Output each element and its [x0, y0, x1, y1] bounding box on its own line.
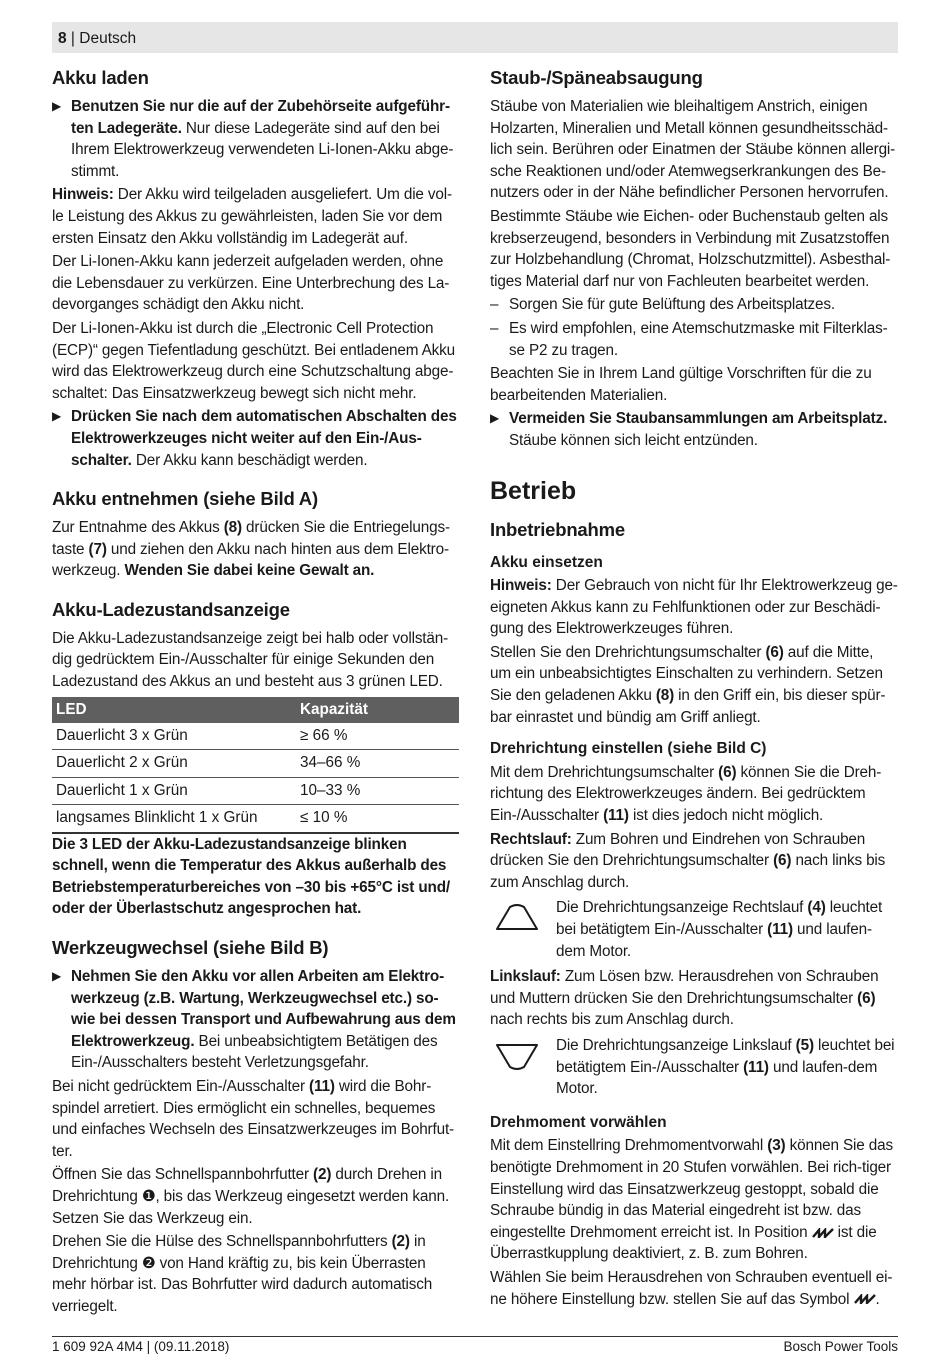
footer-divider [52, 1336, 898, 1337]
table-row: Dauerlicht 3 x Grün ≥ 66 % [52, 723, 459, 750]
hinweis-teilgeladen: Hinweis: Der Akku wird teilgeladen ausgeliefert. Um die vol-le Leistung des Akkus zu gewährleisten, laden Sie vor dem ersten Einsatz den Akku vollständig im Ladegerät auf. [52, 186, 452, 247]
paragraph-bohrspindel: Bei nicht gedrücktem Ein-/Ausschalter (11) wird die Bohr-spindel arretiert. Dies ermöglicht ein schnelles, bequemes und einfaches Wechseln des Einsatzwerkzeuges im Bohrfut-ter. [52, 1078, 454, 1160]
bullet-staubansammlungen: ▶ Vermeiden Sie Staubansammlungen am Arbeitsplatz. Stäube können sich leicht entzünden. [490, 408, 898, 451]
drill-mode-icon [854, 1294, 876, 1304]
list-item: – Es wird empfohlen, eine Atemschutzmaske mit Filterklas-se P2 zu tragen. [490, 318, 898, 361]
header-language: Deutsch [79, 30, 137, 47]
table-row: Dauerlicht 1 x Grün 10–33 % [52, 777, 459, 805]
paragraph-drehen: Drehen Sie die Hülse des Schnellspannbohrfutters (2) in Drehrichtung ❷ von Hand kräftig zu, bis kein Überrasten mehr hörbar ist. Das Bohrfutter wird dadurch automatisch verriegelt. [52, 1233, 433, 1315]
paragraph-ladezustand: Die Akku-Ladezustandsanzeige zeigt bei halb oder vollstän-dig gedrücktem Ein-/Ausschalter für einige Sekunden den Ladezustand des Akkus an und besteht aus 3 grünen LED. [52, 629, 449, 691]
subsection-title-drehmoment: Drehmoment vorwählen [490, 1113, 667, 1131]
hinweis-fremdakkus: Hinweis: Der Gebrauch von nicht für Ihr Elektrowerkzeug ge-eigneten Akkus kann zu Fehlfunktionen oder zur Beschädi-gung des Elektrowerkzeuges führen. [490, 577, 898, 638]
linkslauf-indicator-text: Die Drehrichtungsanzeige Linkslauf (5) leuchtet bei betätigtem Ein-/Ausschalter (11) und laufen-dem Motor. [556, 1036, 895, 1098]
subsection-title-drehrichtung: Drehrichtung einstellen (siehe Bild C) [490, 740, 767, 758]
paragraph-entnahme: Zur Entnahme des Akkus (8) drücken Sie die Entriegelungs-taste (7) und ziehen den Akku nach hinten aus dem Elektro-werkzeug. Wenden Sie dabei keine Gewalt an. [52, 519, 450, 580]
footer-brand: Bosch Power Tools [783, 1339, 898, 1354]
rechtslauf-indicator-text: Die Drehrichtungsanzeige Rechtslauf (4) leuchtet bei betätigtem Ein-/Ausschalter (11) und laufen-dem Motor. [556, 899, 883, 960]
header-separator: | [66, 30, 80, 47]
section-title-ladezustand: Akku-Ladezustandsanzeige [52, 598, 290, 620]
paragraph-krebserzeugend: Bestimmte Stäube wie Eichen- oder Buchenstaub gelten als krebserzeugend, besonders in Verbindung mit Zusatzstoffen zur Holzbehandlung (Chromat, Holzschutzmittel). Asbesthal-tiges Material darf nur von Fachleuten bearbeitet werden. [490, 207, 891, 290]
table-row: langsames Blinklicht 1 x Grün ≤ 10 % [52, 805, 459, 833]
table-row: Dauerlicht 2 x Grün 34–66 % [52, 750, 459, 778]
paragraph-ecp: Der Li-Ionen-Akku ist durch die „Electronic Cell Protection (ECP)“ gegen Tiefentladung geschützt. Bei entladenem Akku wird das Elektrowerkzeug durch eine Schutzschaltung abge-schaltet: Das Einsatzwerkzeug bewegt sich nicht mehr. [52, 319, 456, 402]
bullet-ladegeraete: ▶ Benutzen Sie nur die auf der Zubehörseite aufgeführ-ten Ladegeräte. Nur diese Ladegeräte sind auf den bei Ihrem Elektrowerkzeug verwendeten Li-Ionen-Akku abge-stimmt. [52, 96, 459, 182]
rechtslauf-arrow-icon [494, 903, 540, 933]
table-header-led: LED [52, 697, 296, 723]
page-number: 8 [58, 30, 67, 47]
paragraph-oeffnen: Öffnen Sie das Schnellspannbohrfutter (2) durch Drehen in Drehrichtung ❶, bis das Werkzeug eingesetzt werden kann. Setzen Sie das Werkzeug ein. [52, 1166, 450, 1227]
paragraph-aufladen: Der Li-Ionen-Akku kann jederzeit aufgeladen werden, ohne die Lebensdauer zu verkürzen. Eine Unterbrechung des La-devorganges schädigt den Akku nicht. [52, 253, 450, 314]
section-title-inbetriebnahme: Inbetriebnahme [490, 518, 625, 540]
led-capacity-table [52, 697, 459, 834]
right-column [490, 66, 898, 1312]
footer-document-id: 1 609 92A 4M4 | (09.11.2018) [52, 1339, 230, 1354]
table-header-kapazitaet: Kapazität [296, 697, 459, 723]
led-warning: Die 3 LED der Akku-Ladezustandsanzeige blinken schnell, wenn die Temperatur des Akkus außerhalb des Betriebstemperaturbereiches von –30 bis +65°C ist und/ oder der Überlastschutz angesprochen hat. [52, 835, 451, 918]
paragraph-drehmoment: Mit dem Einstellring Drehmomentvorwahl (3) können Sie das benötigte Drehmoment in 20 Stufen vorwählen. Bei rich-tiger Einstellung wird das Einsatzwerkzeug gestoppt, sobald die Schraube bündig in das Material eingedreht ist bzw. das eingestellte Drehmoment erreicht ist. In Position ist die Überrastkupplung deaktiviert, z. B. zum Bohren. [490, 1137, 893, 1263]
paragraph-staeube: Stäube von Materialien wie bleihaltigem Anstrich, einigen Holzarten, Mineralien und Metall können gesundheitsschäd-lich sein. Berühren oder Einatmen der Stäube können allergi-sche Reaktionen und/oder Atemwegserkrankungen des Be-nutzers oder in der Nähe befindlicher Personen hervorrufen. [490, 98, 896, 202]
rechtslauf-indicator-note [490, 897, 898, 962]
section-title-staub: Staub-/Späneabsaugung [490, 67, 703, 88]
page-header-bar [52, 22, 898, 53]
drill-mode-icon [812, 1228, 834, 1238]
linkslauf-indicator-note [490, 1035, 898, 1100]
bullet-akku-entnehmen: ▶ Nehmen Sie den Akku vor allen Arbeiten am Elektro-werkzeug (z.B. Wartung, Werkzeugwechsel etc.) so-wie bei dessen Transport und Aufbewahrung aus dem Elektrowerkzeug. Bei unbeabsichtigtem Betätigen des Ein-/Ausschalters besteht Verletzungsgefahr. [52, 966, 459, 1074]
paragraph-drehrichtung: Mit dem Drehrichtungsumschalter (6) können Sie die Dreh-richtung des Elektrowerkzeuges ändern. Bei gedrücktem Ein-/Ausschalter (11) ist dies jedoch nicht möglich. [490, 763, 882, 825]
list-item: – Sorgen Sie für gute Belüftung des Arbeitsplatzes. [490, 294, 898, 316]
section-title-akku-laden: Akku laden [52, 67, 149, 88]
section-title-werkzeugwechsel: Werkzeugwechsel (siehe Bild B) [52, 937, 329, 959]
bullet-abschalten: ▶ Drücken Sie nach dem automatischen Abschalten des Elektrowerkzeuges nicht weiter auf den Ein-/Aus-schalter. Der Akku kann beschädigt werden. [52, 406, 459, 471]
section-title-akku-entnehmen: Akku entnehmen (siehe Bild A) [52, 488, 318, 510]
page-header [58, 30, 136, 48]
paragraph-vorschriften: Beachten Sie in Ihrem Land gültige Vorschriften für die zu bearbeitenden Materialien. [490, 365, 872, 404]
left-column [52, 66, 459, 1320]
paragraph-akku-einsetzen: Stellen Sie den Drehrichtungsumschalter (6) auf die Mitte, um ein unbeabsichtigtes Einschalten zu verhindern. Setzen Sie den geladenen Akku (8) in den Griff ein, bis dieser spür-bar einrastet und bündig am Griff anliegt. [490, 643, 886, 726]
paragraph-linkslauf: Linkslauf: Zum Lösen bzw. Herausdrehen von Schrauben und Muttern drücken Sie den Drehrichtungsumschalter (6) nach rechts bis zum Anschlag durch. [490, 968, 879, 1029]
chapter-title-betrieb: Betrieb [490, 476, 577, 505]
paragraph-herausdrehen: Wählen Sie beim Herausdrehen von Schrauben eventuell ei-ne höhere Einstellung bzw. stellen Sie auf das Symbol . [490, 1268, 893, 1308]
subsection-title-akku-einsetzen: Akku einsetzen [490, 553, 603, 571]
linkslauf-arrow-icon [494, 1041, 540, 1071]
paragraph-rechtslauf: Rechtslauf: Zum Bohren und Eindrehen von Schrauben drücken Sie den Drehrichtungsumschalter (6) nach links bis zum Anschlag durch. [490, 830, 886, 891]
